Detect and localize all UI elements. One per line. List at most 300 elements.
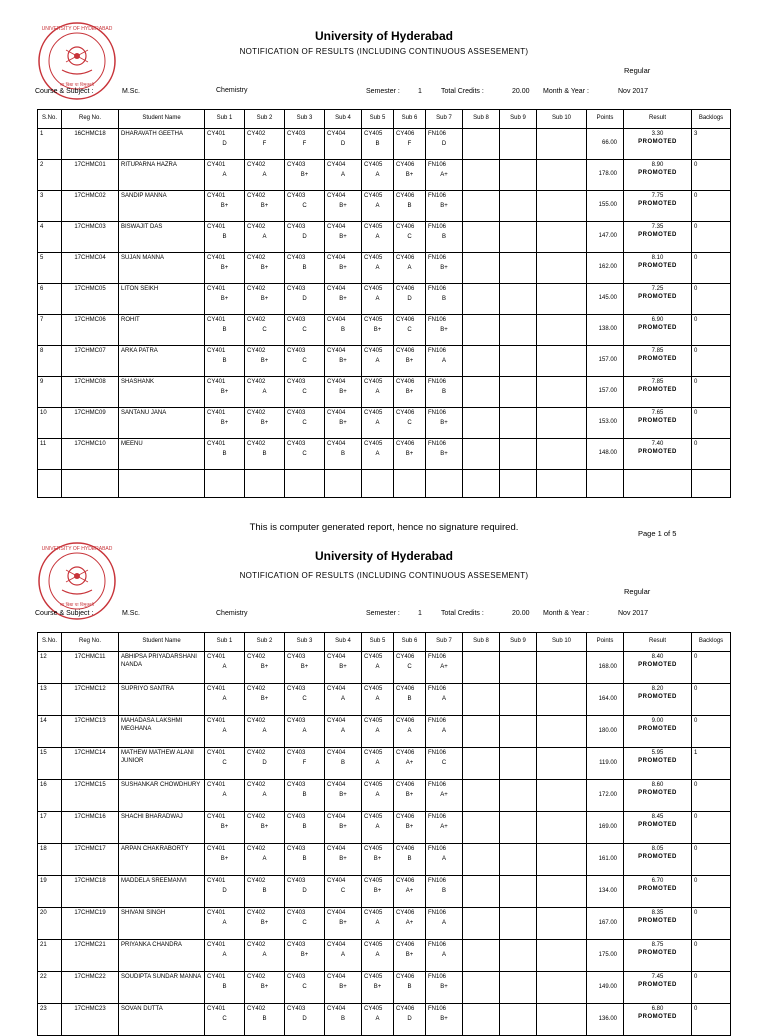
subject-code: CY405: [364, 814, 383, 820]
grade: B: [441, 233, 446, 240]
subject-code: CY401: [207, 782, 226, 788]
grade: B+: [373, 983, 382, 990]
subject-code: CY403: [287, 162, 306, 168]
grade: A: [340, 695, 345, 702]
subject-grade-cell: [426, 812, 463, 844]
subject-code: CY405: [364, 686, 383, 692]
grade: B+: [405, 450, 414, 457]
grade: A: [375, 1015, 380, 1022]
subject-code: CY405: [364, 878, 383, 884]
subject-grade-cell: [426, 908, 463, 940]
grade: D: [302, 295, 307, 302]
gpa: 8.10: [651, 255, 664, 261]
grade: A: [375, 823, 380, 830]
result-status: PROMOTED: [638, 725, 677, 732]
grade: A: [375, 388, 380, 395]
subject-grade-cell: [325, 652, 362, 684]
computer-generated-note: This is computer generated report, hence no signature required.: [249, 522, 519, 533]
grade: A: [375, 663, 380, 670]
backlogs: 0: [692, 408, 731, 439]
subject-grade-cell: [394, 780, 426, 812]
grade: B+: [339, 791, 347, 798]
grade: A: [375, 171, 380, 178]
subject-code: CY402: [247, 410, 266, 416]
subject-code: CY402: [247, 718, 266, 724]
subject-code: FN106: [428, 910, 447, 916]
reg-number: 17CHMC08: [62, 377, 119, 408]
subject-code: CY403: [287, 686, 306, 692]
table-row: [38, 748, 731, 780]
grade: A: [441, 919, 446, 926]
points: 172.00: [587, 780, 624, 812]
notification-title: NOTIFICATION OF RESULTS (INCLUDING CONTINUOUS ASSESEMENT): [239, 47, 529, 56]
table-row: [38, 812, 731, 844]
subject-grade-cell: [426, 652, 463, 684]
subject-code: FN106: [428, 782, 447, 788]
subject-code: CY403: [287, 1006, 306, 1012]
grade: B+: [405, 171, 414, 178]
subject-grade-cell: [362, 908, 394, 940]
reg-number: 17CHMC17: [62, 844, 119, 876]
grade: A: [375, 233, 380, 240]
result-status: PROMOTED: [638, 262, 677, 269]
subject-code: CY401: [207, 131, 226, 137]
subject-code: CY406: [396, 286, 415, 292]
subject-grade-cell: [205, 876, 245, 908]
table-row: [38, 940, 731, 972]
subject-grade-cell: [285, 780, 325, 812]
subject-code: CY401: [207, 718, 226, 724]
sub-empty: [537, 972, 587, 1004]
table-row: [38, 876, 731, 908]
subject-code: CY402: [247, 974, 266, 980]
table-row: [38, 684, 731, 716]
student-name: MATHEW MATHEW ALANI JUNIOR: [119, 748, 205, 780]
backlogs: 0: [692, 439, 731, 470]
grade: A+: [440, 171, 448, 178]
subject-grade-cell: [205, 748, 245, 780]
course-value: M.Sc.: [122, 610, 140, 617]
reg-number: 17CHMC06: [62, 315, 119, 346]
subject-code: CY405: [364, 441, 383, 447]
sub-empty: [463, 748, 500, 780]
backlogs: 0: [692, 315, 731, 346]
subject-grade-cell: [245, 876, 285, 908]
column-header: Student Name: [119, 110, 205, 129]
student-name: ARPAN CHAKRABORTY: [119, 844, 205, 876]
reg-number: 17CHMC13: [62, 716, 119, 748]
backlogs: 0: [692, 191, 731, 222]
grade: F: [262, 140, 267, 147]
sub-empty: [537, 684, 587, 716]
subject-grade-cell: [362, 780, 394, 812]
credits-value: 20.00: [512, 88, 530, 95]
grade: B+: [339, 823, 347, 830]
sub-empty: [500, 908, 537, 940]
subject-grade-cell: [362, 652, 394, 684]
subject-grade-cell: [205, 908, 245, 940]
grade: B: [222, 326, 227, 333]
sub-empty: [463, 972, 500, 1004]
grade: B: [222, 983, 227, 990]
subject-code: CY405: [364, 974, 383, 980]
grade: D: [407, 1015, 412, 1022]
grade: B: [302, 823, 307, 830]
sub-empty: [537, 844, 587, 876]
grade: B+: [339, 233, 347, 240]
subject-grade-cell: [325, 844, 362, 876]
subject-grade-cell: [325, 684, 362, 716]
subject-code: CY404: [327, 441, 346, 447]
points: 157.00: [587, 377, 624, 408]
gpa: 6.70: [651, 878, 664, 884]
student-name: BISWAJIT DAS: [119, 222, 205, 253]
grade: F: [302, 140, 307, 147]
subject-code: FN106: [428, 193, 447, 199]
subject-code: CY402: [247, 1006, 266, 1012]
subject-grade-cell: [426, 844, 463, 876]
subject-code: FN106: [428, 942, 447, 948]
points: 175.00: [587, 940, 624, 972]
grade: C: [302, 983, 307, 990]
subject-code: CY405: [364, 348, 383, 354]
exam-type: Regular: [624, 587, 651, 596]
sub-empty: [537, 748, 587, 780]
sub-empty: [463, 780, 500, 812]
subject-code: CY402: [247, 131, 266, 137]
grade: D: [302, 887, 307, 894]
gpa: 3.30: [651, 131, 664, 137]
column-header: Sub 3: [285, 110, 325, 129]
sub-empty: [500, 844, 537, 876]
grade: A: [375, 264, 380, 271]
results-table-page-2: [37, 632, 731, 1036]
grade: B+: [440, 326, 448, 333]
points: 145.00: [587, 284, 624, 315]
grade: B+: [440, 983, 448, 990]
table-row: [38, 716, 731, 748]
grade: B: [407, 855, 412, 862]
serial-number: 8: [38, 346, 62, 377]
backlogs: 0: [692, 377, 731, 408]
subject-code: CY403: [287, 441, 306, 447]
column-header: Sub 4: [325, 110, 362, 129]
grade: B: [340, 450, 345, 457]
subject-code: CY404: [327, 348, 346, 354]
gpa: 6.80: [651, 1006, 664, 1012]
subject-code: CY405: [364, 1006, 383, 1012]
subject-code: CY403: [287, 255, 306, 261]
subject-code: CY401: [207, 814, 226, 820]
subject-grade-cell: [245, 812, 285, 844]
sub-empty: [463, 716, 500, 748]
subject-code: CY402: [247, 441, 266, 447]
semester-value: 1: [418, 88, 422, 95]
backlogs: 0: [692, 972, 731, 1004]
reg-number: 17CHMC23: [62, 1004, 119, 1036]
grade: A: [407, 727, 412, 734]
column-header: Sub 2: [245, 633, 285, 652]
grade: B+: [300, 951, 309, 958]
serial-number: 6: [38, 284, 62, 315]
grade: B: [340, 759, 345, 766]
subject-grade-cell: [285, 812, 325, 844]
reg-number: 17CHMC19: [62, 908, 119, 940]
grade: A+: [405, 759, 414, 766]
subject-code: CY406: [396, 131, 415, 137]
backlogs: 0: [692, 253, 731, 284]
course-value: M.Sc.: [122, 88, 140, 95]
sub-empty: [537, 908, 587, 940]
student-name: SHASHANK: [119, 377, 205, 408]
sub-empty: [500, 716, 537, 748]
subject-code: CY406: [396, 782, 415, 788]
points: 155.00: [587, 191, 624, 222]
subject-code: CY405: [364, 910, 383, 916]
grade: A: [375, 919, 380, 926]
svg-text:UNIVERSITY OF HYDERABAD: UNIVERSITY OF HYDERABAD: [41, 26, 113, 32]
gpa: 8.60: [651, 782, 664, 788]
serial-number: 16: [38, 780, 62, 812]
grade: D: [302, 233, 307, 240]
result-cell: [624, 780, 692, 812]
grade: B+: [260, 663, 269, 670]
credits-value: 20.00: [512, 610, 530, 617]
serial-number: 18: [38, 844, 62, 876]
column-header: Backlogs: [692, 110, 731, 129]
credits-label: Total Credits :: [441, 88, 484, 95]
result-cell: [624, 652, 692, 684]
subject-code: CY403: [287, 317, 306, 323]
subject-code: CY405: [364, 286, 383, 292]
subject-code: CY403: [287, 718, 306, 724]
subject-grade-cell: [362, 972, 394, 1004]
grade: A+: [405, 887, 414, 894]
subject-code: CY403: [287, 379, 306, 385]
grade: B: [407, 695, 412, 702]
subject-code: CY405: [364, 942, 383, 948]
serial-number: 22: [38, 972, 62, 1004]
subject-grade-cell: [245, 908, 285, 940]
grade: B+: [440, 450, 448, 457]
result-status: PROMOTED: [638, 757, 677, 764]
subject-code: CY402: [247, 317, 266, 323]
subject-grade-cell: [205, 844, 245, 876]
backlogs: 0: [692, 844, 731, 876]
grade: D: [222, 140, 227, 147]
grade: A: [375, 295, 380, 302]
subject-grade-cell: [362, 684, 394, 716]
subject-code: CY403: [287, 878, 306, 884]
column-header: Sub 5: [362, 633, 394, 652]
reg-number: 17CHMC02: [62, 191, 119, 222]
backlogs: 0: [692, 684, 731, 716]
grade: C: [222, 1015, 227, 1022]
grade: A: [222, 951, 227, 958]
points: 134.00: [587, 876, 624, 908]
notification-title: NOTIFICATION OF RESULTS (INCLUDING CONTINUOUS ASSESEMENT): [239, 571, 529, 580]
reg-number: 17CHMC04: [62, 253, 119, 284]
grade: B+: [260, 357, 269, 364]
backlogs: 0: [692, 908, 731, 940]
grade: A+: [440, 823, 448, 830]
subject-code: CY402: [247, 255, 266, 261]
subject-code: CY404: [327, 782, 346, 788]
column-header: Sub 8: [463, 633, 500, 652]
result-status: PROMOTED: [638, 169, 677, 176]
subject-grade-cell: [245, 940, 285, 972]
points: 147.00: [587, 222, 624, 253]
subject-grade-cell: [426, 876, 463, 908]
student-name: RITUPARNA HAZRA: [119, 160, 205, 191]
grade: B+: [220, 823, 229, 830]
backlogs: 0: [692, 222, 731, 253]
subject-code: CY405: [364, 654, 383, 660]
subject-code: CY402: [247, 162, 266, 168]
subject-code: CY405: [364, 224, 383, 230]
subject-code: FN106: [428, 224, 447, 230]
points: 66.00: [587, 129, 624, 160]
subject-grade-cell: [245, 780, 285, 812]
grade: A: [262, 951, 267, 958]
grade: B+: [440, 264, 448, 271]
serial-number: 14: [38, 716, 62, 748]
subject-grade-cell: [245, 748, 285, 780]
grade: C: [262, 326, 267, 333]
column-header: Sub 10: [537, 110, 587, 129]
subject-code: CY401: [207, 224, 226, 230]
subject-code: CY404: [327, 686, 346, 692]
result-cell: [624, 748, 692, 780]
subject-code: CY403: [287, 224, 306, 230]
reg-number: 17CHMC10: [62, 439, 119, 470]
grade: B+: [220, 388, 229, 395]
serial-number: 17: [38, 812, 62, 844]
grade: A: [441, 695, 446, 702]
subject-code: FN106: [428, 131, 447, 137]
grade: B: [340, 326, 345, 333]
points: 169.00: [587, 812, 624, 844]
result-status: PROMOTED: [638, 821, 677, 828]
result-status: PROMOTED: [638, 789, 677, 796]
subject-grade-cell: [426, 972, 463, 1004]
subject-grade-cell: [362, 940, 394, 972]
grade: A: [222, 791, 227, 798]
sub-empty: [537, 652, 587, 684]
backlogs: 0: [692, 940, 731, 972]
subject-code: CY405: [364, 846, 383, 852]
column-header: Result: [624, 633, 692, 652]
serial-number: 13: [38, 684, 62, 716]
grade: A: [222, 171, 227, 178]
subject-code: CY402: [247, 224, 266, 230]
grade: A: [375, 357, 380, 364]
backlogs: 0: [692, 1004, 731, 1036]
backlogs: 0: [692, 780, 731, 812]
subject-grade-cell: [362, 716, 394, 748]
serial-number: 2: [38, 160, 62, 191]
grade: B+: [339, 295, 347, 302]
sub-empty: [463, 876, 500, 908]
subject-code: CY406: [396, 162, 415, 168]
column-header: S.No.: [38, 633, 62, 652]
result-status: PROMOTED: [638, 138, 677, 145]
sub-empty: [500, 972, 537, 1004]
gpa: 8.05: [651, 846, 664, 852]
gpa: 7.45: [651, 974, 664, 980]
sub-empty: [463, 652, 500, 684]
subject-grade-cell: [245, 684, 285, 716]
table-header-row: [38, 633, 731, 652]
column-header: Sub 6: [394, 110, 426, 129]
grade: A: [340, 171, 345, 178]
subject-code: CY401: [207, 379, 226, 385]
column-header: Sub 7: [426, 110, 463, 129]
table-row: [38, 1004, 731, 1036]
subject-grade-cell: [394, 1004, 426, 1036]
grade: C: [441, 759, 447, 766]
points: 164.00: [587, 684, 624, 716]
subject-code: FN106: [428, 255, 447, 261]
reg-number: 17CHMC12: [62, 684, 119, 716]
grade: A: [375, 202, 380, 209]
subject-code: CY405: [364, 317, 383, 323]
subject-code: CY404: [327, 410, 346, 416]
column-header: Student Name: [119, 633, 205, 652]
column-header: Backlogs: [692, 633, 731, 652]
serial-number: 12: [38, 652, 62, 684]
backlogs: 1: [692, 748, 731, 780]
grade: A: [262, 727, 267, 734]
table-row: [38, 780, 731, 812]
subject-code: FN106: [428, 654, 447, 660]
points: 167.00: [587, 908, 624, 940]
grade: D: [222, 887, 227, 894]
month-label: Month & Year :: [543, 88, 589, 95]
grade: A: [340, 727, 345, 734]
subject-code: CY404: [327, 131, 346, 137]
grade: B+: [220, 419, 229, 426]
subject-code: CY401: [207, 286, 226, 292]
column-header: Reg No.: [62, 633, 119, 652]
sub-empty: [463, 908, 500, 940]
subject-code: CY404: [327, 942, 346, 948]
grade: B: [441, 295, 446, 302]
grade: B: [222, 450, 227, 457]
subject-code: CY405: [364, 750, 383, 756]
grade: B+: [373, 855, 382, 862]
subject-code: CY402: [247, 942, 266, 948]
backlogs: 0: [692, 284, 731, 315]
subject-code: CY404: [327, 974, 346, 980]
subject-code: CY404: [327, 878, 346, 884]
course-label: Course & Subject :: [35, 88, 94, 95]
student-name: LITON SEIKH: [119, 284, 205, 315]
grade: F: [407, 140, 412, 147]
month-value: Nov 2017: [618, 88, 648, 95]
grade: A: [222, 919, 227, 926]
result-status: PROMOTED: [638, 448, 677, 455]
gpa: 5.95: [651, 750, 664, 756]
subject-code: CY406: [396, 974, 415, 980]
subject-code: FN106: [428, 814, 447, 820]
subject-grade-cell: [426, 940, 463, 972]
grade: B+: [405, 951, 414, 958]
student-name: SANDIP MANNA: [119, 191, 205, 222]
subject-code: CY406: [396, 814, 415, 820]
subject-grade-cell: [205, 1004, 245, 1036]
subject-grade-cell: [325, 812, 362, 844]
